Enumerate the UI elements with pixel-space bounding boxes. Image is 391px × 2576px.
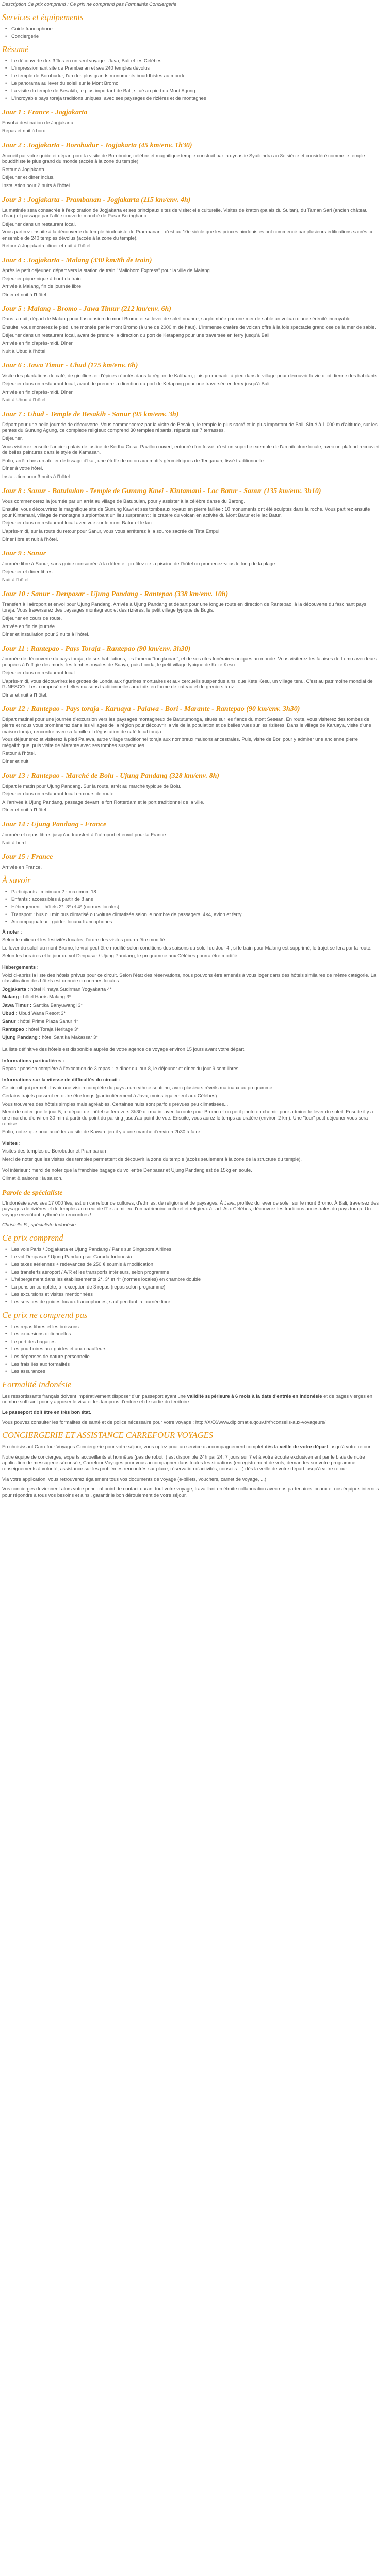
list-item: • Enfants : accessibles à partir de 8 ans (10, 896, 381, 902)
day-paragraph: Retour à l'hôtel. (2, 750, 36, 756)
list-item: • Les excursions et visites mentionnées (10, 1291, 381, 1297)
a-noter-label: À noter : (2, 928, 22, 935)
day-paragraph: Vous commencerez la journée par un arrêt au village de Batubulan, pour y assister à la célèbre danse du Barong. (2, 498, 246, 504)
day-title: Jour 3 : Jogjakarta - Prambanan - Jogjakarta (115 km/env. 4h) (2, 196, 191, 204)
day-paragraph: Départ pour une belle journée de découverte. Vous commencerez par la visite de Besakih, le temple le plus sacré et le plus important de Bali. Situé à 1 000 m d'altitude, sur les pentes du Gunung Agung, ce complexe religieux comprend 30 temples répartis, répartis sur 7 terrasses. (2, 421, 378, 433)
formalites-text: et de pages vierges en nombre suffisant pour y apposer le visa et les tampons d'entrée et de sortie du territoire. (2, 1393, 372, 1405)
hotel-name: hôtel Kimaya Sudirman Yogyakarta 4* (30, 986, 112, 992)
day-paragraph: Arrivée à Malang, fin de journée libre. (2, 283, 83, 290)
list-item: • Les pourboires aux guides et aux chauffeurs (10, 1346, 381, 1352)
list-item: • Les frais liés aux formalités (10, 1361, 381, 1367)
paragraph: Merci de noter que le jour 5, le départ de l'hôtel se fera vers 3h30 du matin, avec la route pour Bromo et un petit photo en chemin pour admirer le lever du soleil. Ensuite il y a une marche d'environ 30 min à partir du point du parking jusqu'au point de vue. Ensuite, vous aurez le temps au cratère (environ 2 km). Une "tour" petit déjeuner vous sera remise. (2, 1109, 373, 1127)
day-paragraph: Ensuite, vous découvrirez le magnifique site de Gunung Kawi et ses tombeaux royaux en pierre taillée : 10 monuments ont été sculptés dans la roche. Vous partirez ensuite pour Kintamani, village de montagne surplombant un lieu surprenant : le cratère du volcan en activité du Mont Batur et le lac Batur. (2, 506, 370, 518)
day-paragraph: Retour à Jogjakarta, dîner et nuit à l'hôtel. (2, 243, 92, 249)
formalites-emphasis: validité supérieure à 6 mois à la date d'entrée en Indonésie (187, 1393, 322, 1399)
day-title: Jour 10 : Sanur - Denpasar - Ujung Pandang - Rantepao (338 km/env. 10h) (2, 590, 229, 598)
day-paragraph: Journée de découverte du pays toraja, de ses habitations, les fameux "tongkonan", et de ses rites funéraires uniques au monde. Vous visiterez les falaises de Lemo avec leurs poupées à l'effigie des morts, les tombes royales de Suaya, puis Londa, le petit village typique de Ke'te Kesu. (2, 655, 377, 668)
day-paragraph: Visite des plantations de café, de girofliers et d'épices réputés dans la région de Kalibaru, puis promenade à pied dans le village pour découvrir la vie quotidienne des habitants. (2, 372, 379, 379)
list-item: • Le temple de Borobudur, l'un des plus grands monuments bouddhistes au monde (10, 73, 381, 79)
day-title: Jour 1 : France - Jogjakarta (2, 109, 88, 117)
hotel-city: Rantepao : (2, 1026, 27, 1032)
paragraph: Selon le milieu et les festivités locales, l'ordre des visites pourra être modifié. (2, 937, 167, 943)
conciergerie-text: En choisissant Carrefour Voyages Conciergerie pour votre séjour, vous optez pour un service d'accompagnement complet (2, 1444, 264, 1450)
hotel-row (2, 986, 381, 992)
paragraph: Vos concierges deviennent alors votre principal point de contact durant tout votre voyage, travaillant en étroite collaboration avec nos partenaires locaux et nos équipes internes pour répondre à tous vos besoins et ainsi, garantir le bon déroulement de votre séjour. (2, 1486, 379, 1498)
hotel-row (2, 1010, 381, 1016)
day-paragraph: Dîner et nuit à l'hôtel. (2, 807, 48, 813)
specialist-title: Parole de spécialiste (2, 1189, 63, 1197)
day-paragraph: Ensuite, vous monterez le pied, une montée par le mont Bromo (à une de 2000 m de haut). L'immense cratère de volcan offre à la fois spectacle grandiose de la mer de sable. (2, 324, 376, 330)
hotel-city: Jawa Timur : (2, 1002, 32, 1008)
list-item: • Les dépenses de nature personnelle (10, 1353, 381, 1360)
day-paragraph: Déjeuner en cours de route. (2, 615, 62, 621)
day-paragraph: Déjeuner dans un restaurant local, avant de prendre la direction du port de Ketapang pour une traversée en ferry jusqu'à Bali. (2, 332, 271, 338)
day-paragraph: Déjeuner dans un restaurant local en cours de route. (2, 791, 115, 797)
day-paragraph: Départ matinal pour une journée d'excursion vers les paysages montagneux de Batutumonga, situés sur les flancs du mont Sesean. En route, vous visiterez des tombes de pierre et nous vous promènerez dans les villages de la région pour découvrir la vie de la population et de belles vues sur les rizières. Dans le village de Karuaya, visite d'une maison toraja, rencontre avec sa famille et dégustation de café local toraja. (2, 716, 371, 734)
list-item: • Transport : bus ou minibus climatisé ou voiture climatisée selon le nombre de passagers, 4×4, avion et ferry (10, 911, 381, 918)
day-title: Jour 2 : Jogjakarta - Borobudur - Jogjakarta (45 km/env. 1h30) (2, 141, 192, 149)
specialist-paragraph: L'Indonésie avec ses 17 000 îles, est un carrefour de cultures, d'ethnies, de religions et de paysages. À Java, profitez du lever de soleil sur le mont Bromo. À Bali, traversez des paysages de rizières et de temples au cœur de l'île au milieu d'un patrimoine culturel et religieux à l'art. Aux Célèbes, découvrez les traditions ancestrales du pays toraja. Un voyage envoûtant, rythmé de rencontres ! (2, 1199, 379, 1217)
day-title: Jour 4 : Jogjakarta - Malang (330 km/8h de train) (2, 257, 152, 265)
paragraph: Merci de noter que les visites des temples permettent de découvrir la zone du temple (accès seulement à la zone de la structure du temple). (2, 1156, 302, 1162)
formalites-paragraph (2, 1393, 381, 1405)
hotel-name: hôtel Prime Plaza Sanur 4* (20, 1018, 78, 1024)
notes-heading: Visites : (2, 1140, 21, 1146)
day-paragraph: Installation pour 2 nuits à l'hôtel. (2, 182, 71, 188)
day-paragraph: Installation pour 3 nuits à l'hôtel. (2, 473, 71, 479)
list-item: • Hébergement : hôtels 2*, 3* et 4* (normes locales) (10, 904, 381, 910)
paragraph: Enfin, notez que pour accéder au site de Kawah Ijen il y a une marche d'environ 2h30 à faire. (2, 1128, 202, 1134)
prix-ne-comprend-list (2, 1324, 381, 1375)
notes (2, 1046, 381, 1181)
list-item: • Guide francophone (10, 26, 381, 32)
list-item: • Les vols Paris / Jogjakarta et Ujung Pandang / Paris sur Singapore Airlines (10, 1246, 381, 1252)
list-item: • L'impressionnant site de Prambanan et ses 240 temples dévolus (10, 65, 381, 71)
day-paragraph: Nuit à l'hôtel. (2, 577, 30, 583)
day-paragraph: L'après-midi, vous découvrirez les grottes de Londa aux figurines mortuaires et aux cercueils suspendus ainsi que Kete Kesu, un village tenu. C'est au patrimoine mondial de l'UNESCO. Il est composé de belles maisons traditionnelles aux toits en forme de bateau et de greniers à riz. (2, 677, 373, 690)
conciergerie-title: CONCIERGERIE ET ASSISTANCE CARREFOUR VOYAGES (2, 1430, 213, 1440)
list-item: • L'hébergement dans les établissements 2*, 3* et 4* (normes locales) en chambre double (10, 1276, 381, 1282)
day-title: Jour 5 : Malang - Bromo - Jawa Timur (212 km/env. 6h) (2, 305, 171, 313)
day-paragraph: Accueil par votre guide et départ pour la visite de Borobudur, célèbre et magnifique temple construit par la dynastie Syailendra au 8e siècle et considéré comme le temple bouddhiste le plus grand du monde (accès à la zone du temple). (2, 152, 365, 164)
hotel-name: hôtel Harris Malang 3* (23, 994, 71, 1000)
day-paragraph: Départ le matin pour Ujung Pandang. Sur la route, arrêt au marché typique de Bolu. (2, 783, 182, 789)
day-paragraph: Retour à Jogjakarta. (2, 166, 46, 172)
hotels-title: Hébergements : (2, 964, 39, 970)
day-paragraph: Arrivée en fin d'après-midi. Dîner. (2, 388, 74, 395)
day-paragraph: Dîner et nuit à l'hôtel. (2, 291, 48, 297)
hotel-city: Ubud : (2, 1010, 18, 1016)
day-paragraph: Déjeuner dans un restaurant local. (2, 670, 76, 676)
hotel-row (2, 1034, 381, 1040)
day-paragraph: Arrivée en France. (2, 864, 42, 870)
resume-list (2, 58, 381, 101)
hotel-name: hôtel Toraja Heritage 3* (28, 1026, 79, 1032)
prix-comprend-list (2, 1246, 381, 1305)
list-item: • Les excursions optionnelles (10, 1331, 381, 1337)
prix-ne-comprend-title: Ce prix ne comprend pas (2, 1310, 88, 1320)
day-paragraph: Déjeuner dans un restaurant local avec vue sur le mont Batur et le lac. (2, 520, 153, 526)
day-paragraph: Déjeuner pique-nique à bord du train. (2, 275, 83, 281)
day-paragraph: Dîner à votre hôtel. (2, 465, 43, 471)
day-paragraph: Transfert à l'aéroport et envol pour Ujung Pandang. Arrivée à Ujung Pandang et départ pour une longue route en direction de Rantepao, à la découverte du fascinant pays toraja. Vous traverserez des paysages montagneux et des rizières, le petit village typique de Bugis. (2, 601, 367, 613)
day-paragraph: Nuit à bord. (2, 839, 27, 845)
itinerary (2, 108, 381, 870)
hotel-row (2, 994, 381, 1000)
paragraph: Ce circuit qui permet d'avoir une vision complète du pays a un rythme soutenu, avec plusieurs réveils matinaux au programme. (2, 1084, 274, 1091)
day-title: Jour 9 : Sanur (2, 550, 46, 558)
day-paragraph: Vous visiterez ensuite l'ancien palais de justice de Kertha Gosa. Pavillon ouvert, entouré d'un fossé, c'est un superbe exemple de l'architecture locale, avec un plafond recouvert de belles peintures dans le style de Kamasan. (2, 443, 380, 455)
hotel-name: hôtel Santika Makassar 3* (42, 1034, 99, 1040)
list-item: • La pension complète, à l'exception de 3 repas (repas selon programme) (10, 1284, 381, 1290)
day-title: Jour 14 : Ujung Pandang - France (2, 820, 107, 828)
formalites-text: Les ressortissants français doivent impérativement disposer d'un passeport ayant une (2, 1393, 186, 1399)
day-paragraph: Nuit à Ubud à l'hôtel. (2, 348, 47, 354)
hotel-row (2, 1002, 381, 1008)
paragraph: Selon les horaires et le jour du vol Denpasar / Ujung Pandang, le programme aux Célèbes pourra être modifié. (2, 953, 239, 959)
day-paragraph: Déjeuner dans un restaurant local. (2, 221, 76, 227)
hotel-row (2, 1026, 381, 1032)
day-title: Jour 15 : France (2, 853, 53, 861)
day-paragraph: L'après-midi, sur la route du retour pour Sanur, vous vous arrêterez à la source sacrée de Tirta Empul. (2, 528, 221, 534)
hotel-city: Sanur : (2, 1018, 19, 1024)
hotels-list (2, 986, 381, 1040)
day-paragraph: Déjeuner. (2, 435, 23, 441)
day-paragraph: Arrivée en fin de journée. (2, 623, 56, 629)
notes-heading: Informations sur la vitesse de difficultés du circuit : (2, 1076, 121, 1082)
day-paragraph: Déjeuner dans un restaurant local, avant de prendre la direction du port de Ketapang pour une traversée en ferry jusqu'à Bali. (2, 381, 271, 386)
paragraph: Vous pouvez consulter les formalités de santé et de police nécessaire pour votre voyage : http://XXX/www.diplomatie.gouv.fr/fr/conseils-aux-voyageurs/ (2, 1419, 326, 1425)
paragraph: Visites des temples de Borobudur et Prambanan : (2, 1148, 109, 1154)
paragraph: Climat & saisons : la saison. (2, 1175, 63, 1181)
paragraph: Vous trouverez des hôtels simples mais agréables. Certaines nuits sont parfois prévues peu climatisées... (2, 1100, 229, 1107)
hotel-city: Jogjakarta : (2, 986, 29, 992)
day-title: Jour 11 : Rantepao - Pays Toraja - Rantepao (90 km/env. 3h30) (2, 645, 191, 653)
list-item: • Le découverte des 3 îles en un seul voyage : Java, Bali et les Célèbes (10, 58, 381, 64)
conciergerie-paragraph (2, 1444, 381, 1450)
hotels-paragraph: Voici ci-après la liste des hôtels prévus pour ce circuit. Selon l'état des réservations, nous pouvons être amenés à vous loger dans des hôtels similaires de même catégorie. La classification des hôtels est donnée en normes locales. (2, 972, 377, 984)
a-savoir-list (2, 889, 381, 925)
notes-heading: Informations particulières : (2, 1057, 64, 1063)
prix-comprend-title: Ce prix comprend (2, 1232, 63, 1243)
day-paragraph: Arrivée en fin d'après-midi. Dîner. (2, 340, 74, 346)
specialist-signature: Christelle B., spécialiste Indonésie (2, 1222, 76, 1228)
day-paragraph: Journée libre à Sanur, sans guide consacrée à la détente : profitez de la piscine de l'hôtel ou promenez-vous le long de la plage... (2, 561, 280, 567)
day-paragraph: À l'arrivée à Ujung Pandang, passage devant le fort Rotterdam et le port traditionnel de la ville. (2, 799, 205, 805)
paragraph: Notre équipe de concierges, experts accueillants et honnêtes (pas de robot !) est disponible 24h par 24, 7 jours sur 7 et à votre écoute exclusivement par le biais de notre application de messagerie sécurisée, Carrefour Voyages pour vous accompagner dans toutes les situations (enregistrement de vols, demandes sur votre programme, renseignements à volonté, assistance sur les problèmes rencontrés sur place, réservation d'activités, conseils ...) dès la veille de votre départ jusqu'à votre retour. (2, 1453, 365, 1471)
day-paragraph: Dans la nuit, départ de Malang pour l'ascension du mont Bromo et se lever de soleil nuance, surplombée par une mer de sable un volcan d'une sérénité incroyable. (2, 316, 352, 322)
hotel-name: Ubud Wana Resort 3* (19, 1010, 66, 1016)
services-title: Services et équipements (2, 12, 84, 22)
day-paragraph: Après le petit déjeuner, départ vers la station de train "Malioboro Express" pour la ville de Malang. (2, 267, 211, 274)
day-paragraph: Déjeuner et dîner inclus. (2, 174, 55, 180)
paragraph: Repas : pension complète à l'exception de 3 repas : le dîner du jour 8, le déjeuner et dîner du jour 9 sont libres. (2, 1065, 240, 1072)
day-title: Jour 13 : Rantepao - Marché de Bolu - Ujung Pandang (328 km/env. 8h) (2, 772, 220, 780)
hotel-city: Malang : (2, 994, 22, 1000)
day-paragraph: La matinée sera consacrée à l'exploration de Jogjakarta et ses principaux sites de visite: elle culturelle. Visites de kraton (palais du Sultan), du Taman Sari (ancien château d'eau) et passage par l'allée couverte marché de Pasar Beringharjo. (2, 207, 368, 219)
formalites-title: Formalité Indonésie (2, 1379, 72, 1389)
day-paragraph: Dîner et nuit à l'hôtel. (2, 691, 48, 698)
conciergerie-text: jusqu'à votre retour. (329, 1444, 372, 1450)
day-title: Jour 6 : Jawa Timur - Ubud (175 km/env. 6h) (2, 362, 138, 370)
paragraph: Vol intérieur : merci de noter que la franchise bagage du vol entre Denpasar et Ujung Pandang est de 15kg en soute. (2, 1167, 252, 1173)
day-paragraph: Nuit à Ubud à l'hôtel. (2, 397, 47, 403)
list-item: • Le panorama au lever du soleil sur le Mont Bromo (10, 80, 381, 87)
day-paragraph: Vous déjeunerez et visiterez à pied Palawa, autre village traditionnel toraja aux nombreux maisons ancestrales. Puis, visite de Bori pour y admirer une ancienne pierre mégalithique, puis visite de Marante avec ses tombes suspendues. (2, 736, 358, 748)
list-item: • Les repas libres et les boissons (10, 1324, 381, 1330)
day-paragraph: Dîner et installation pour 3 nuits à l'hôtel. (2, 631, 90, 637)
resume-title: Résumé (2, 44, 29, 54)
day-paragraph: Repas et nuit à bord. (2, 127, 47, 133)
paragraph: Le passeport doit être en très bon état. (2, 1409, 91, 1415)
list-item: • Les taxes aériennes + redevances de 250 € soumis à modification (10, 1261, 381, 1267)
list-item: • Les assurances (10, 1368, 381, 1375)
hotel-name: Santika Banyuwangi 3* (32, 1002, 83, 1008)
list-item: • Les transferts aéroport / A/R et les transports intérieurs, selon programme (10, 1269, 381, 1275)
list-item: • Accompagnateur : guides locaux francophones (10, 919, 381, 925)
list-item: • L'incroyable pays toraja traditions uniques, avec ses paysages de rizières et de montagnes (10, 95, 381, 101)
day-title: Jour 7 : Ubud - Temple de Besakih - Sanur (95 km/env. 3h) (2, 410, 179, 418)
page-intro: Description Ce prix comprend : Ce prix ne comprend pas Formalités Conciergerie (2, 1, 177, 7)
day-paragraph: Dîner et nuit. (2, 758, 30, 764)
list-item: • La visite du temple de Besakih, le plus important de Bali, situé au pied du Mont Agung (10, 88, 381, 94)
hotel-city: Ujung Pandang : (2, 1034, 41, 1040)
list-item: • Participants : minimum 2 - maximum 18 (10, 889, 381, 895)
paragraph: La liste définitive des hôtels est disponible auprès de votre agence de voyage environ 15 jours avant votre départ. (2, 1046, 246, 1052)
day-paragraph: Enfin, arrêt dans un atelier de tissage d'Ikat, une étoffe de coton aux motifs géométriques de Tenganan, tissé traditionnelle. (2, 457, 265, 463)
day-paragraph: Journée et repas libres jusqu'au transfert à l'aéroport et envol pour la France. (2, 831, 167, 837)
hotel-row (2, 1018, 381, 1024)
day-paragraph: Dîner libre et nuit à l'hôtel. (2, 536, 58, 542)
list-item: • Le port des bagages (10, 1338, 381, 1345)
list-item: • Le vol Denpasar / Ujung Pandang sur Garuda Indonesia (10, 1253, 381, 1260)
list-item: • Conciergerie (10, 33, 381, 39)
day-paragraph: Envol à destination de Jogjakarta (2, 120, 74, 126)
paragraph: Le lever du soleil au mont Bromo, le vrai peut être modifié selon conditions des saisons du soleil du Jour 4 ; si le train pour Malang est supprimé, le trajet se fera par la route. (2, 944, 372, 951)
a-savoir-title: À savoir (2, 875, 31, 885)
paragraph: Certains trajets passent en outre être longs (particulièrement à Java, moins également aux Célèbes). (2, 1092, 218, 1098)
conciergerie-emphasis: dès la veille de votre départ (264, 1444, 328, 1450)
list-item: • Les services de guides locaux francophones, sauf pendant la journée libre (10, 1299, 381, 1305)
day-title: Jour 8 : Sanur - Batubulan - Temple de Gunung Kawi - Kintamani - Lac Batur - Sanur (135 km/env. 3h10) (2, 487, 321, 495)
paragraph: Via votre application, vous retrouverez également tous vos documents de voyage (e-billets, vouchers, carnet de voyage, ...). (2, 1476, 268, 1482)
day-paragraph: Vous partirez ensuite à la découverte du temple hindouiste de Prambanan : c'est au 10e siècle que les princes hindouistes ont commencé par plusieurs édifications sacrés cet ensemble de 240 temples dévolus (accès à la zone du temple). (2, 229, 376, 241)
day-title: Jour 12 : Rantepao - Pays toraja - Karuaya - Palawa - Bori - Marante - Rantepao (90 km/env. 3h30) (2, 705, 300, 714)
services-list (2, 26, 381, 39)
day-paragraph: Déjeuner et dîner libres. (2, 568, 54, 574)
